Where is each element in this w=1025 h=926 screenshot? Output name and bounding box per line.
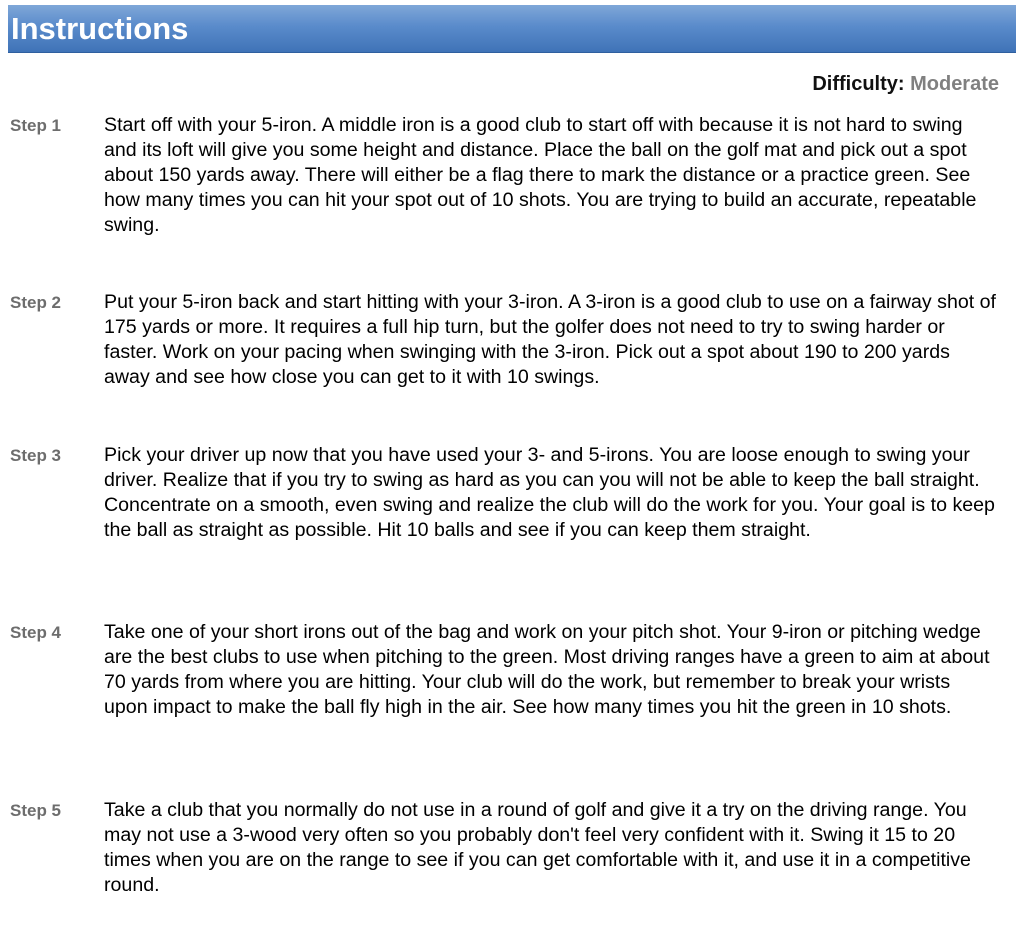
page-title: Instructions	[11, 11, 189, 46]
step-label: Step 5	[10, 801, 62, 820]
difficulty-label: Difficulty:	[812, 73, 905, 95]
step-label: Step 1	[10, 116, 62, 135]
difficulty-indicator	[812, 72, 999, 96]
step-label: Step 3	[10, 446, 62, 465]
step-text: Take one of your short irons out of the bag and work on your pitch shot. Your 9-iron or pitching wedge are the best clubs to use when pitching to the green. Most driving ranges have a green to aim at about 70 yards from where you are hitting. Your club will do the work, but remember to break your wrists upon impact to make the ball fly high in the air. See how many times you hit the green in 10 shots.	[104, 621, 990, 718]
step-label: Step 4	[10, 623, 62, 642]
step-text: Put your 5-iron back and start hitting with your 3-iron. A 3-iron is a good club to use on a fairway shot of 175 yards or more. It requires a full hip turn, but the golfer does not need to try to swing harder or faster. Work on your pacing when swinging with the 3-iron. Pick out a spot about 190 to 200 yards away and see how close you can get to it with 10 swings.	[104, 291, 996, 388]
difficulty-value: Moderate	[910, 73, 999, 95]
instructions-header	[8, 5, 1016, 53]
step-label: Step 2	[10, 293, 62, 312]
step-text: Pick your driver up now that you have used your 3- and 5-irons. You are loose enough to swing your driver. Realize that if you try to swing as hard as you can you will not be able to keep the ball straight. Concentrate on a smooth, even swing and realize the club will do the work for you. Your goal is to keep the ball as straight as possible. Hit 10 balls and see if you can keep them straight.	[104, 444, 995, 541]
step-text: Take a club that you normally do not use in a round of golf and give it a try on the driving range. You may not use a 3-wood very often so you probably don't feel very confident with it. Swing it 15 to 20 times when you are on the range to see if you can get comfortable with it, and use it in a competitive round.	[104, 799, 971, 896]
step-text: Start off with your 5-iron. A middle iron is a good club to start off with because it is not hard to swing and its loft will give you some height and distance. Place the ball on the golf mat and pick out a spot about 150 yards away. There will either be a flag there to mark the distance or a practice green. See how many times you can hit your spot out of 10 shots. You are trying to build an accurate, repeatable swing.	[104, 114, 977, 236]
